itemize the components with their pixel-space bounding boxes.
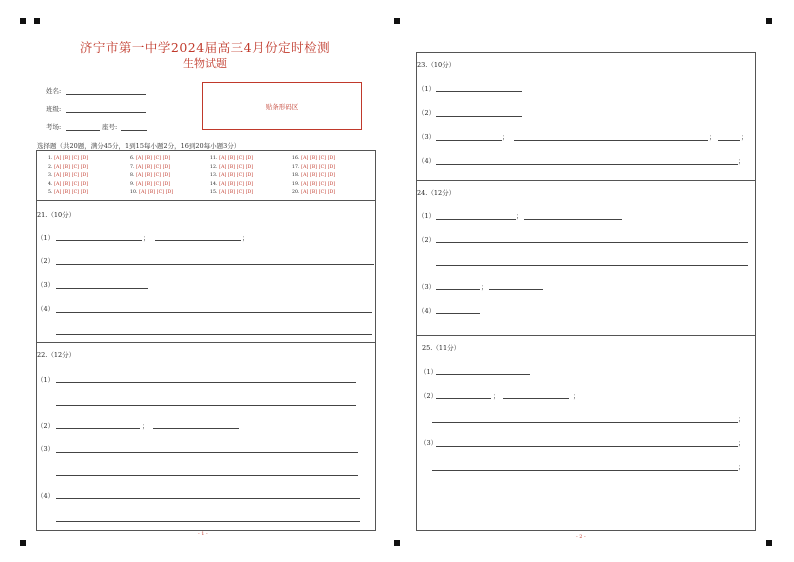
answer-box-page2 bbox=[416, 52, 756, 531]
q22-answer-line[interactable] bbox=[56, 382, 356, 383]
q23-header: 23.（10分） bbox=[417, 61, 456, 69]
mc-question-number: 4. bbox=[48, 181, 53, 187]
mc-question-row[interactable] bbox=[292, 190, 335, 195]
q23-semicolon: ； bbox=[709, 133, 716, 141]
q21-answer-line[interactable] bbox=[155, 240, 241, 241]
section-divider bbox=[36, 342, 376, 343]
mc-question-number: 20. bbox=[292, 190, 300, 196]
q25-part1-label: （1） bbox=[420, 368, 438, 376]
q22-answer-line[interactable] bbox=[56, 498, 360, 499]
mc-choice-bubbles[interactable]: [A] [B] [C] [D] bbox=[301, 164, 336, 170]
page-number-1: - 1 - bbox=[198, 531, 208, 537]
mc-choice-bubbles[interactable]: [A] [B] [C] [D] bbox=[219, 156, 254, 161]
mc-choice-bubbles[interactable]: [A] [B] [C] [D] bbox=[219, 164, 254, 170]
exam-subtitle: 生物试题 bbox=[183, 57, 227, 70]
mc-question-row[interactable] bbox=[130, 173, 170, 178]
registration-mark bbox=[766, 18, 772, 24]
q23-answer-line[interactable] bbox=[436, 91, 522, 92]
mc-choice-bubbles[interactable]: [A] [B] [C] [D] bbox=[219, 173, 254, 179]
exam-title: 济宁市第一中学2024届高三4月份定时检测 bbox=[79, 40, 331, 55]
mc-question-row[interactable] bbox=[130, 190, 173, 195]
q22-answer-line[interactable] bbox=[56, 405, 356, 406]
mc-question-number: 9. bbox=[130, 181, 135, 187]
q21-header: 21.（10分） bbox=[37, 211, 76, 219]
mc-question-number: 18. bbox=[292, 173, 300, 179]
mc-question-row[interactable] bbox=[210, 190, 253, 195]
q22-part1-label: （1） bbox=[37, 376, 55, 384]
answer-box-page1 bbox=[36, 150, 376, 531]
q25-part2-label: （2） bbox=[420, 392, 438, 400]
mc-choice-bubbles[interactable]: [A] [B] [C] [D] bbox=[136, 156, 171, 161]
mc-choice-bubbles[interactable]: [A] [B] [C] [D] bbox=[301, 156, 336, 161]
mc-question-number: 16. bbox=[292, 156, 300, 161]
mc-question-row[interactable] bbox=[130, 165, 170, 170]
mc-question-row[interactable] bbox=[210, 182, 253, 187]
barcode-label: 贴条形码区 bbox=[265, 103, 299, 111]
mc-choice-bubbles[interactable]: [A] [B] [C] [D] bbox=[219, 181, 254, 187]
q23-part3-label: （3） bbox=[418, 133, 436, 141]
mc-question-row[interactable] bbox=[210, 173, 253, 178]
mc-question-row[interactable] bbox=[130, 156, 170, 161]
q23-part4-label: （4） bbox=[418, 157, 436, 165]
q21-part1-label: （1） bbox=[37, 234, 55, 242]
q24-answer-line[interactable] bbox=[489, 289, 543, 290]
q21-part4-label: （4） bbox=[37, 305, 55, 313]
q22-part3-label: （3） bbox=[37, 445, 55, 453]
q25-answer-line[interactable] bbox=[432, 422, 738, 423]
mc-question-row[interactable] bbox=[292, 165, 335, 170]
q24-semicolon: ； bbox=[481, 283, 488, 291]
q22-answer-line[interactable] bbox=[153, 428, 239, 429]
mc-question-number: 8. bbox=[130, 173, 135, 179]
mc-choice-bubbles[interactable]: [A] [B] [C] [D] bbox=[136, 181, 171, 187]
room-label: 考场: bbox=[46, 123, 62, 131]
q21-part2-label: （2） bbox=[37, 257, 55, 265]
mc-choice-bubbles[interactable]: [A] [B] [C] [D] bbox=[136, 164, 171, 170]
q23-semicolon: ； bbox=[502, 133, 509, 141]
q25-part3-label: （3） bbox=[420, 439, 438, 447]
section-divider bbox=[36, 200, 376, 201]
mc-question-number: 13. bbox=[210, 173, 218, 179]
mc-question-number: 6. bbox=[130, 156, 135, 161]
q25-semicolon: ； bbox=[738, 415, 745, 423]
q24-answer-line[interactable] bbox=[436, 313, 480, 314]
q24-answer-line[interactable] bbox=[436, 289, 480, 290]
q22-semicolon: ； bbox=[142, 422, 149, 430]
mc-question-row[interactable] bbox=[48, 165, 88, 170]
q24-answer-line[interactable] bbox=[436, 242, 748, 243]
mc-question-number: 17. bbox=[292, 164, 300, 170]
mc-choice-bubbles[interactable]: [A] [B] [C] [D] bbox=[54, 156, 89, 161]
mc-choice-bubbles[interactable]: [A] [B] [C] [D] bbox=[54, 173, 89, 179]
q25-header: 25.（11分） bbox=[422, 344, 461, 352]
q23-answer-line[interactable] bbox=[436, 116, 522, 117]
q23-answer-line[interactable] bbox=[436, 164, 738, 165]
mc-choice-bubbles[interactable]: [A] [B] [C] [D] bbox=[301, 190, 336, 196]
q22-answer-line[interactable] bbox=[56, 521, 360, 522]
mc-question-number: 10. bbox=[130, 190, 138, 196]
mc-choice-bubbles[interactable]: [A] [B] [C] [D] bbox=[301, 181, 336, 187]
q25-semicolon: ； bbox=[493, 392, 500, 400]
section-divider bbox=[416, 335, 756, 336]
mc-question-row[interactable] bbox=[48, 173, 88, 178]
mc-question-number: 3. bbox=[48, 173, 53, 179]
q23-answer-line[interactable] bbox=[718, 140, 740, 141]
q22-answer-line[interactable] bbox=[56, 475, 358, 476]
mc-question-row[interactable] bbox=[48, 182, 88, 187]
q21-answer-line[interactable] bbox=[56, 264, 374, 265]
q21-answer-line[interactable] bbox=[56, 334, 372, 335]
mc-question-number: 1. bbox=[48, 156, 53, 161]
name-label: 姓名: bbox=[46, 87, 62, 95]
seat-label: 座号: bbox=[102, 123, 118, 131]
q22-answer-line[interactable] bbox=[56, 452, 358, 453]
mc-question-number: 7. bbox=[130, 164, 135, 170]
seat-field[interactable] bbox=[121, 130, 147, 131]
q25-semicolon: ； bbox=[738, 439, 745, 447]
q22-part2-label: （2） bbox=[37, 422, 55, 430]
mc-question-number: 14. bbox=[210, 181, 218, 187]
q21-semicolon: ； bbox=[143, 234, 150, 242]
mc-question-row[interactable] bbox=[210, 156, 253, 161]
mc-section-header: 选择题（共20题，满分45分，1到15每小题2分，16到20每小题3分） bbox=[37, 142, 241, 150]
q25-answer-line[interactable] bbox=[436, 374, 530, 375]
room-field[interactable] bbox=[66, 130, 100, 131]
mc-question-row[interactable] bbox=[292, 173, 335, 178]
q21-answer-line[interactable] bbox=[56, 312, 372, 313]
q24-part2-label: （2） bbox=[418, 236, 436, 244]
q23-semicolon: ； bbox=[738, 157, 745, 165]
registration-mark bbox=[394, 540, 400, 546]
registration-mark bbox=[766, 540, 772, 546]
mc-choice-bubbles[interactable]: [A] [B] [C] [D] bbox=[219, 190, 254, 196]
q24-part1-label: （1） bbox=[418, 212, 436, 220]
q24-part4-label: （4） bbox=[418, 307, 436, 315]
q24-header: 24.（12分） bbox=[417, 189, 456, 197]
q25-answer-line[interactable] bbox=[432, 470, 738, 471]
mc-question-number: 15. bbox=[210, 190, 218, 196]
q23-part1-label: （1） bbox=[418, 85, 436, 93]
q24-answer-line[interactable] bbox=[436, 265, 748, 266]
mc-question-row[interactable] bbox=[292, 156, 335, 161]
mc-question-number: 5. bbox=[48, 190, 53, 196]
mc-choice-bubbles[interactable]: [A] [B] [C] [D] bbox=[54, 190, 89, 196]
q23-answer-line[interactable] bbox=[436, 140, 502, 141]
barcode-area bbox=[202, 82, 362, 130]
q24-answer-line[interactable] bbox=[524, 219, 622, 220]
mc-choice-bubbles[interactable]: [A] [B] [C] [D] bbox=[54, 181, 89, 187]
q21-answer-line[interactable] bbox=[56, 288, 148, 289]
q25-answer-line[interactable] bbox=[436, 398, 491, 399]
page-number-2: - 2 - bbox=[576, 534, 586, 540]
registration-mark bbox=[394, 18, 400, 24]
mc-choice-bubbles[interactable]: [A] [B] [C] [D] bbox=[136, 173, 171, 179]
mc-question-row[interactable] bbox=[48, 156, 88, 161]
mc-question-row[interactable] bbox=[48, 190, 88, 195]
q25-semicolon: ； bbox=[573, 392, 580, 400]
q24-part3-label: （3） bbox=[418, 283, 436, 291]
q25-semicolon: ； bbox=[738, 463, 745, 471]
mc-question-row[interactable] bbox=[210, 165, 253, 170]
q21-semicolon: ； bbox=[242, 234, 249, 242]
registration-mark bbox=[34, 18, 40, 24]
mc-question-number: 11. bbox=[210, 156, 218, 161]
q22-part4-label: （4） bbox=[37, 492, 55, 500]
q25-answer-line[interactable] bbox=[503, 398, 569, 399]
registration-mark bbox=[20, 540, 26, 546]
name-field[interactable] bbox=[66, 94, 146, 95]
mc-question-number: 12. bbox=[210, 164, 218, 170]
mc-choice-bubbles[interactable]: [A] [B] [C] [D] bbox=[54, 164, 89, 170]
mc-choice-bubbles[interactable]: [A] [B] [C] [D] bbox=[301, 173, 336, 179]
registration-mark bbox=[20, 18, 26, 24]
mc-question-row[interactable] bbox=[292, 182, 335, 187]
mc-question-number: 2. bbox=[48, 164, 53, 170]
q25-answer-line[interactable] bbox=[436, 446, 738, 447]
q22-answer-line[interactable] bbox=[56, 428, 140, 429]
q21-part3-label: （3） bbox=[37, 281, 55, 289]
mc-question-row[interactable] bbox=[130, 182, 170, 187]
section-divider bbox=[416, 180, 756, 181]
class-label: 班级: bbox=[46, 105, 62, 113]
q23-answer-line[interactable] bbox=[514, 140, 708, 141]
q23-part2-label: （2） bbox=[418, 109, 436, 117]
q21-answer-line[interactable] bbox=[56, 240, 142, 241]
q22-header: 22.（12分） bbox=[37, 351, 76, 359]
mc-question-number: 19. bbox=[292, 181, 300, 187]
q24-semicolon: ； bbox=[516, 212, 523, 220]
mc-choice-bubbles[interactable]: [A] [B] [C] [D] bbox=[139, 190, 174, 196]
class-field[interactable] bbox=[66, 112, 146, 113]
q23-semicolon: ； bbox=[741, 133, 748, 141]
q24-answer-line[interactable] bbox=[436, 219, 516, 220]
